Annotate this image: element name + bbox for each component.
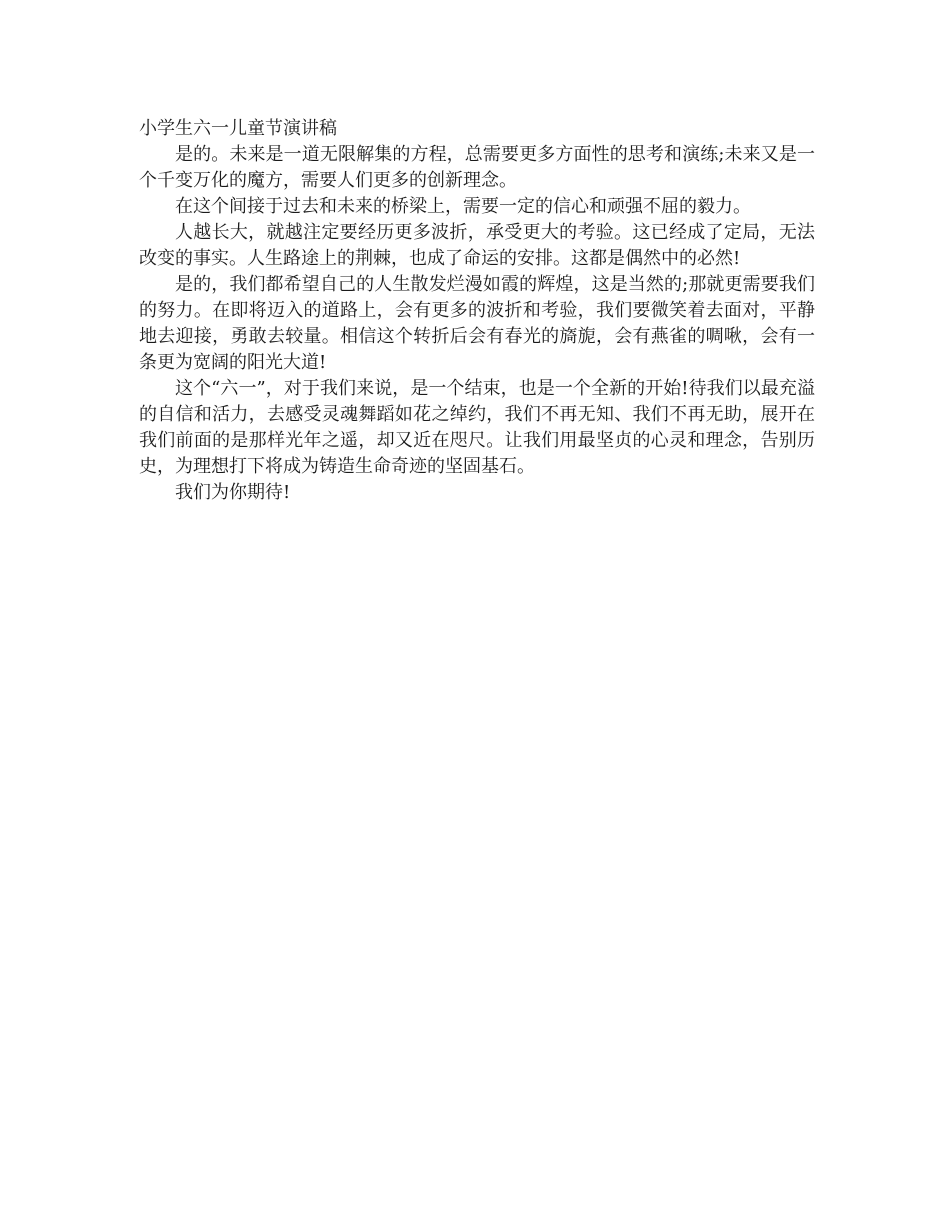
document-title: 小学生六一儿童节演讲稿	[139, 118, 337, 139]
paragraph: 是的，我们都希望自己的人生散发烂漫如霞的辉煌，这是当然的;那就更需要我们的努力。在即将迈入的道路上，会有更多的波折和考验，我们要微笑着去面对，平静地去迎接，勇敢去较量。相信这个转折后会有春光的旖旎，会有燕雀的啁啾，会有一条更为宽阔的阳光大道!	[139, 274, 815, 373]
paragraph: 人越长大，就越注定要经历更多波折，承受更大的考验。这已经成了定局，无法改变的事实。人生路途上的荆棘，也成了命运的安排。这都是偶然中的必然!	[139, 222, 815, 269]
paragraph: 这个“六一”，对于我们来说，是一个结束，也是一个全新的开始!待我们以最充溢的自信和活力，去感受灵魂舞蹈如花之绰约，我们不再无知、我们不再无助，展开在我们前面的是那样光年之遥，却又近在咫尺。让我们用最坚贞的心灵和理念，告别历史，为理想打下将成为铸造生命奇迹的坚固基石。	[139, 378, 815, 477]
paragraph: 是的。未来是一道无限解集的方程，总需要更多方面性的思考和演练;未来又是一个千变万化的魔方，需要人们更多的创新理念。	[139, 144, 815, 191]
paragraph: 在这个间接于过去和未来的桥梁上，需要一定的信心和顽强不屈的毅力。	[175, 196, 751, 217]
document-body	[139, 116, 815, 506]
paragraph: 我们为你期待!	[175, 482, 291, 503]
